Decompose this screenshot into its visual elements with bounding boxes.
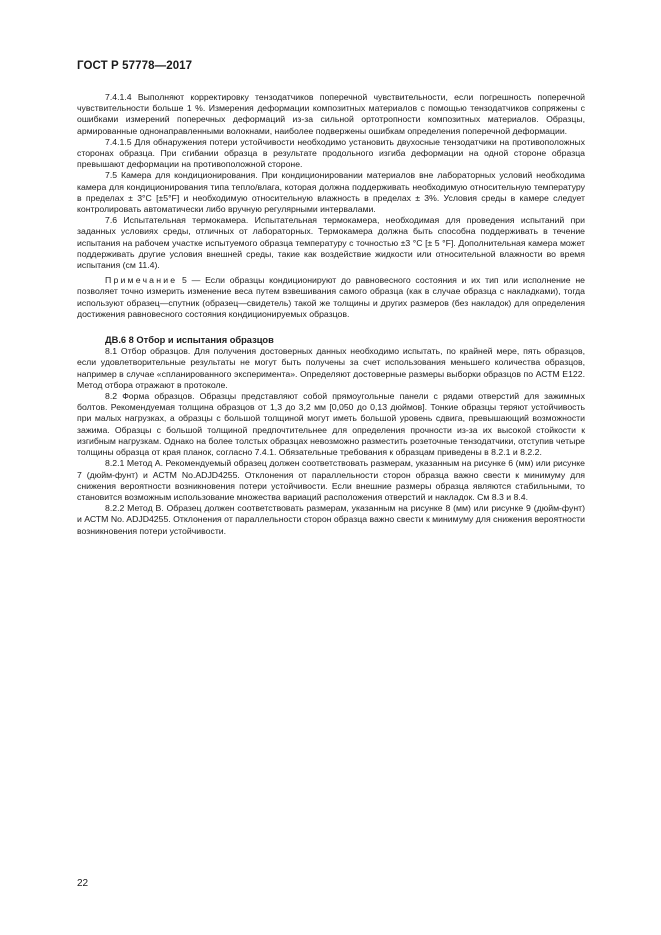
note-paragraph (77, 275, 585, 320)
note-text: — Если образцы кондиционируют до равновесного состояния и их тип или исполнение не позволяет точно измерить изменение веса путем взвешивания самого образца (как в случае образца с накладками), тогда используют образец—спутник (образец—свидетель) такой же толщины и других размеров (без накладок) для определения достижения равновесного состояния кондиционируемых образцов. (77, 275, 585, 319)
paragraph-7-6: 7.6 Испытательная термокамера. Испытательная термокамера, необходимая для проведения испытаний при заданных условиях среды, отличных от лабораторных. Термокамера должна быть способна поддерживать в течение испытания на рабочем участке испытуемого образца температуру с точностью ±3 °C [± 5 °F]. Дополнительная камера может поддерживать другие условия внешней среды, такие как воздействие жидкости или относительной влажности во время испытания (см 11.4). (77, 215, 585, 271)
paragraph-7-4-1-4: 7.4.1.4 Выполняют корректировку тензодатчиков поперечной чувствительности, если погрешность поперечной чувствительности больше 1 %. Измерения деформации композитных материалов с помощью тензодатчиков сопряжены с ошибками измерений поперечных деформаций из-за сильной ортотропности композитных материалов. Образцы, армированные однонаправленными волокнами, наиболее подвержены ошибкам определения поперечной деформации. (77, 92, 585, 136)
note-number: 5 (182, 275, 187, 286)
page-number: 22 (77, 878, 89, 889)
paragraph-8-1: 8.1 Отбор образцов. Для получения достоверных данных необходимо испытать, по крайней мере, пять образцов, если удовлетворительные результаты не могут быть получены за счет использования меньшего количества образцов, например в случае «спланированного эксперимента». Определяют достоверные размеры выборки образцов по АСТМ Е122. Метод отбора отражают в протоколе. (77, 346, 585, 390)
document-body (77, 92, 585, 537)
paragraph-8-2-2: 8.2.2 Метод В. Образец должен соответствовать размерам, указанным на рисунке 8 (мм) или рисунке 9 (дюйм-фунт) и АСТМ No. ADJD4255. Отклонения от параллельности сторон образца важно свести к минимуму для снижения вероятности возникновения потери устойчивости. (77, 503, 585, 536)
paragraph-8-2: 8.2 Форма образцов. Образцы представляют собой прямоугольные панели с рядами отверстий для зажимных болтов. Рекомендуемая толщина образцов от 1,3 до 3,2 мм [0,050 до 0,13 дюймов]. Тонкие образцы теряют устойчивость при малых нагрузках, а образцы с большой толщиной могут иметь большой уровень сдвига, превышающий возможности зажима. Образцы с большой толщиной предпочтительнее для определения прочности из-за их высокой стойкости к изгибным нагрузкам. Однако на более толстых образцах невозможно разместить розеточные тензодатчики, отступив четыре толщины образца от края планок, согласно 7.4.1. Обязательные требования к образцам приведены в 8.2.1 и 8.2.2. (77, 391, 585, 458)
paragraph-8-2-1: 8.2.1 Метод А. Рекомендуемый образец должен соответствовать размерам, указанным на рисунке 6 (мм) или рисунке 7 (дюйм-фунт) и АСТМ No.ADJD4255. Отклонения от параллельности сторон образца важно свести к минимуму для снижения вероятности возникновения потери устойчивости. Если внешние размеры образца являются стабильными, то становится возможным использование множества вариаций расположения отверстий и накладок. См 8.3 и 8.4. (77, 458, 585, 502)
paragraph-7-4-1-5: 7.4.1.5 Для обнаружения потери устойчивости необходимо установить двухосные тензодатчики на противоположных сторонах образца. При сгибании образца в результате продольного изгиба деформации на одной стороне образца превышают деформации на противоположной стороне. (77, 136, 585, 170)
note-label: Примечание (105, 275, 178, 286)
section-title: ДВ.6 8 Отбор и испытания образцов (105, 335, 274, 346)
document-header: ГОСТ Р 57778—2017 (77, 60, 193, 72)
paragraph-7-5: 7.5 Камера для кондиционирования. При кондиционировании материалов вне лабораторных условий необходима камера для кондиционирования типа тепло/влага, которая должна поддерживать необходимую относительную температуру в пределах ± 3°C [±5°F] и необходимую относительную влажность в пределах ± 3%. Условия среды в камере следует контролировать автоматически либо вручную регулярными интервалами. (77, 170, 585, 215)
